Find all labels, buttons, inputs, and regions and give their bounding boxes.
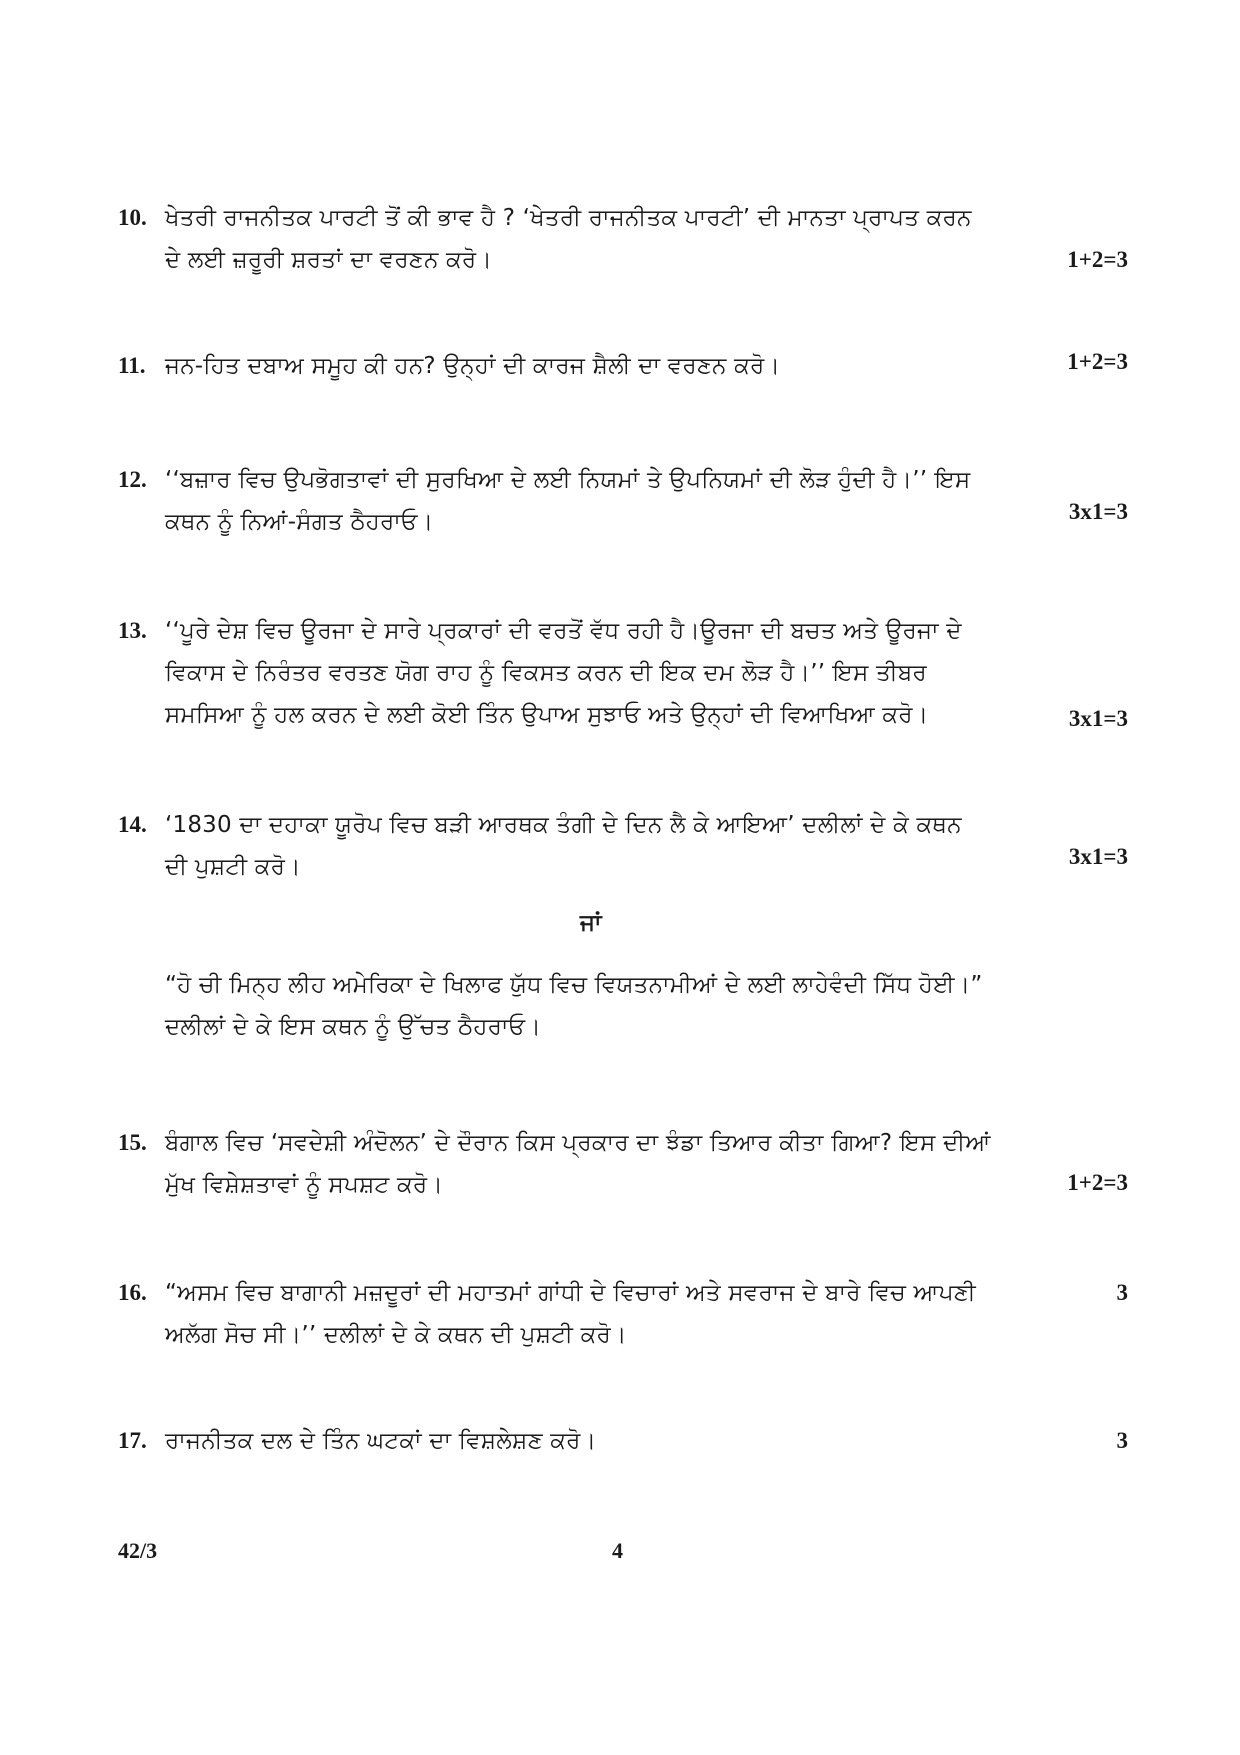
question-marks: 3x1=3 [1068, 499, 1128, 524]
question-text-line: “ਅਸਮ ਵਿਚ ਬਾਗਾਨੀ ਮਜ਼ਦੂਰਾਂ ਦੀ ਮਹਾਤਮਾਂ ਗਾਂਧੀ ਦੇ ਵਿਚਾਰਾਂ ਅਤੇ ਸਵਰਾਜ ਦੇ ਬਾਰੇ ਵਿਚ ਆਪਣੀ [165, 1280, 976, 1306]
question-text-line: “ਹੋ ਚੀ ਮਿਨ੍ਹ ਲੀਹ ਅਮੇਰਿਕਾ ਦੇ ਖਿਲਾਫ ਯੁੱਧ ਵਿਚ ਵਿਯਤਨਾਮੀਆਂ ਦੇ ਲਈ ਲਾਹੇਵੰਦੀ ਸਿੱਧ ਹੋਈ।” [165, 972, 983, 998]
question-16 [118, 1280, 1128, 1360]
or-heading: ਜਾਂ [580, 910, 602, 936]
question-text-line: ‘‘ਪੂਰੇ ਦੇਸ਼ ਵਿਚ ਊਰਜਾ ਦੇ ਸਾਰੇ ਪ੍ਰਕਾਰਾਂ ਦੀ ਵਰਤੋਂ ਵੱਧ ਰਹੀ ਹੈ।ਊਰਜਾ ਦੀ ਬਚਤ ਅਤੇ ਊਰਜਾ ਦੇ [165, 618, 962, 644]
question-11 [118, 349, 1128, 393]
question-number: 13. [118, 618, 147, 643]
question-text-line: ਸਮਸਿਆ ਨੂੰ ਹਲ ਕਰਨ ਦੇ ਲਈ ਕੋਈ ਤਿੰਨ ਉਪਾਅ ਸੁਝਾਓ ਅਤੇ ਉਨ੍ਹਾਂ ਦੀ ਵਿਆਖਿਆ ਕਰੋ। [165, 702, 929, 728]
question-number: 11. [118, 353, 146, 378]
question-text-line: ਮੁੱਖ ਵਿਸ਼ੇਸ਼ਤਾਵਾਂ ਨੂੰ ਸਪਸ਼ਟ ਕਰੋ। [165, 1172, 444, 1198]
question-10 [118, 205, 1128, 285]
question-text-line: ਬੰਗਾਲ ਵਿਚ ‘ਸਵਦੇਸ਼ੀ ਅੰਦੋਲਨ’ ਦੇ ਦੌਰਾਨ ਕਿਸ ਪ੍ਰਕਾਰ ਦਾ ਝੰਡਾ ਤਿਆਰ ਕੀਤਾ ਗਿਆ? ਇਸ ਦੀਆਂ [165, 1130, 991, 1156]
question-text-line: ‘1830 ਦਾ ਦਹਾਕਾ ਯੂਰੋਪ ਵਿਚ ਬੜੀ ਆਰਥਕ ਤੰਗੀ ਦੇ ਦਿਨ ਲੈ ਕੇ ਆਇਆ’ ਦਲੀਲਾਂ ਦੇ ਕੇ ਕਥਨ [165, 812, 962, 838]
question-marks: 1+2=3 [1067, 247, 1128, 272]
question-text-line: ਜਨ-ਹਿਤ ਦਬਾਅ ਸਮੂਹ ਕੀ ਹਨ? ਉਨ੍ਹਾਂ ਦੀ ਕਾਰਜ ਸ਼ੈਲੀ ਦਾ ਵਰਣਨ ਕਰੋ। [165, 353, 781, 379]
question-marks: 3x1=3 [1068, 706, 1128, 731]
question-marks: 3 [1116, 1428, 1128, 1453]
question-marks: 1+2=3 [1067, 349, 1128, 374]
question-number: 14. [118, 812, 147, 837]
question-text-line: ਰਾਜਨੀਤਕ ਦਲ ਦੇ ਤਿੰਨ ਘਟਕਾਂ ਦਾ ਵਿਸ਼ਲੇਸ਼ਣ ਕਰੋ। [165, 1428, 597, 1454]
page-number: 4 [612, 1538, 623, 1563]
question-15 [118, 1130, 1128, 1210]
question-number: 10. [118, 205, 147, 230]
paper-code: 42/3 [118, 1538, 158, 1563]
question-marks: 1+2=3 [1067, 1170, 1128, 1195]
question-marks: 3 [1116, 1280, 1128, 1305]
question-text-line: ਦੀ ਪੁਸ਼ਟੀ ਕਰੋ। [165, 854, 301, 880]
question-text-line: ਕਥਨ ਨੂੰ ਨਿਆਂ-ਸੰਗਤ ਠੈਹਰਾਓ। [165, 509, 434, 535]
question-text-line: ‘‘ਬਜ਼ਾਰ ਵਿਚ ਉਪਭੋਗਤਾਵਾਂ ਦੀ ਸੁਰਖਿਆ ਦੇ ਲਈ ਨਿਯਮਾਂ ਤੇ ਉਪਨਿਯਮਾਂ ਦੀ ਲੋੜ ਹੁੰਦੀ ਹੈ।’’ ਇਸ [165, 467, 971, 493]
question-14 [118, 812, 1128, 892]
question-marks: 3x1=3 [1068, 844, 1128, 869]
question-text-line: ਦਲੀਲਾਂ ਦੇ ਕੇ ਇਸ ਕਥਨ ਨੂੰ ਉੱਚਤ ਠੈਹਰਾਓ। [165, 1014, 542, 1040]
question-number: 17. [118, 1428, 147, 1453]
question-text-line: ਅਲੱਗ ਸੋਚ ਸੀ।’’ ਦਲੀਲਾਂ ਦੇ ਕੇ ਕਥਨ ਦੀ ਪੁਸ਼ਟੀ ਕਰੋ। [165, 1322, 627, 1348]
question-14-alternative [118, 972, 1128, 1052]
question-17 [118, 1428, 1128, 1468]
question-text-line: ਵਿਕਾਸ ਦੇ ਨਿਰੰਤਰ ਵਰਤਣ ਯੋਗ ਰਾਹ ਨੂੰ ਵਿਕਸਤ ਕਰਨ ਦੀ ਇਕ ਦਮ ਲੋੜ ਹੈ।’’ ਇਸ ਤੀਬਰ [165, 660, 927, 686]
question-13 [118, 618, 1128, 738]
question-number: 12. [118, 467, 147, 492]
question-text-line: ਖੇਤਰੀ ਰਾਜਨੀਤਕ ਪਾਰਟੀ ਤੋਂ ਕੀ ਭਾਵ ਹੈ ? ‘ਖੇਤਰੀ ਰਾਜਨੀਤਕ ਪਾਰਟੀ’ ਦੀ ਮਾਨਤਾ ਪ੍ਰਾਪਤ ਕਰਨ [165, 205, 972, 231]
question-number: 15. [118, 1130, 147, 1155]
question-number: 16. [118, 1280, 147, 1305]
question-12 [118, 467, 1128, 547]
question-text-line: ਦੇ ਲਈ ਜ਼ਰੂਰੀ ਸ਼ਰਤਾਂ ਦਾ ਵਰਣਨ ਕਰੋ। [165, 247, 493, 273]
